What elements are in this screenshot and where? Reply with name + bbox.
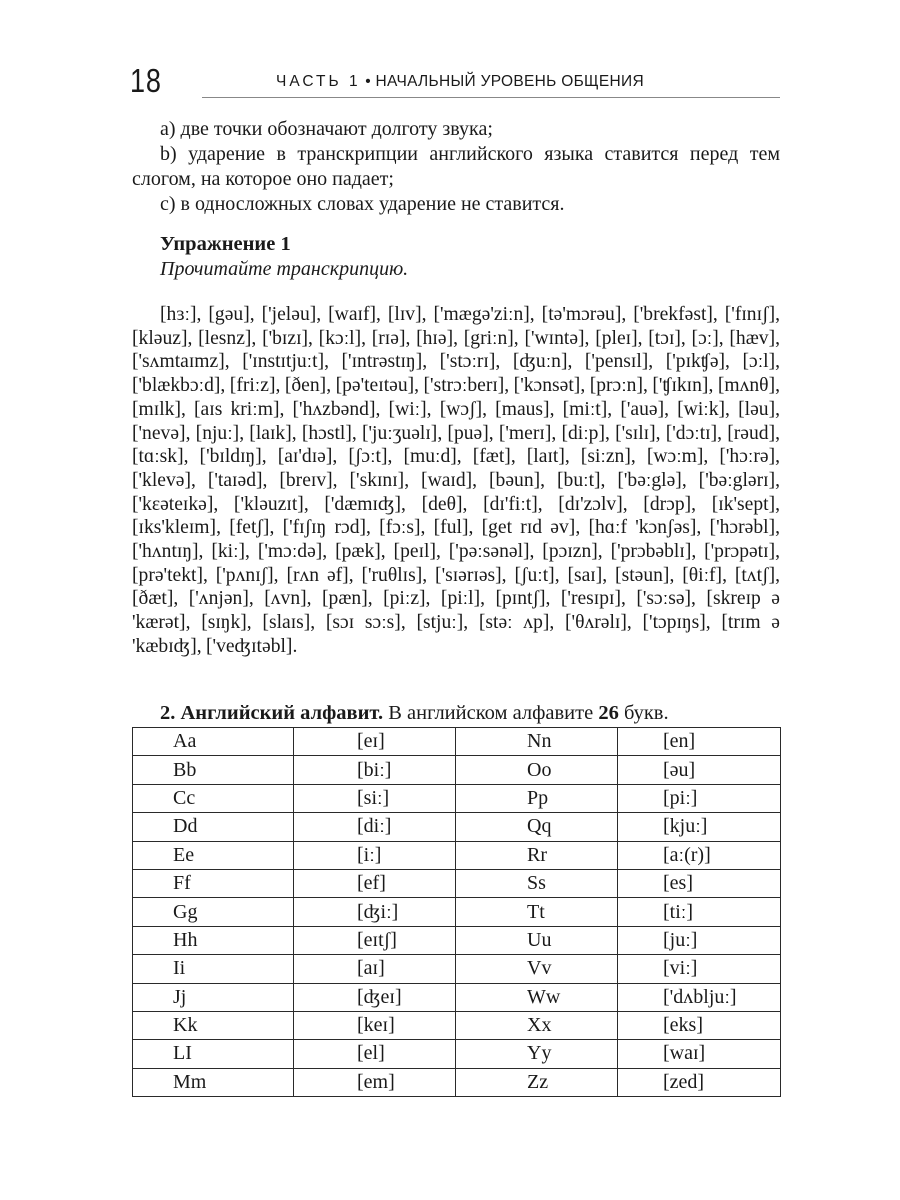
transcription-cell: [em] [294, 1068, 456, 1096]
letter-cell: Ii [133, 955, 294, 983]
table-row [133, 813, 781, 841]
letter-cell: Kk [133, 1011, 294, 1039]
letter-cell: Jj [133, 983, 294, 1011]
section-heading [160, 702, 669, 725]
bullet-separator: • [365, 73, 371, 90]
transcription-cell: [eɪ] [294, 728, 456, 756]
section-title: НАЧАЛЬНЫЙ УРОВЕНЬ ОБЩЕНИЯ [375, 73, 644, 90]
table-row [133, 869, 781, 897]
letter-cell: Qq [456, 813, 618, 841]
transcription-cell: [el] [294, 1040, 456, 1068]
transcription-cell: [əu] [618, 756, 781, 784]
letter-cell: Bb [133, 756, 294, 784]
table-row [133, 983, 781, 1011]
section-text-after: букв. [623, 702, 669, 724]
running-head [276, 73, 644, 91]
exercise-instruction: Прочитайте транскрипцию. [160, 258, 409, 280]
table-row [133, 756, 781, 784]
table-row [133, 728, 781, 756]
letter-cell: Zz [456, 1068, 618, 1096]
transcription-cell: [en] [618, 728, 781, 756]
letter-cell: Nn [456, 728, 618, 756]
transcription-cell: [siː] [294, 784, 456, 812]
letter-cell: Vv [456, 955, 618, 983]
transcription-block [132, 303, 780, 659]
letter-cell: Dd [133, 813, 294, 841]
letter-cell: Rr [456, 841, 618, 869]
letter-cell: Pp [456, 784, 618, 812]
transcription-cell: [iː] [294, 841, 456, 869]
transcription-text: [hɜː], [gəu], ['jeləu], [waɪf], [lɪv], ['mægə'ziːn], [tə'mɔrəu], ['brekfəst], ['fɪnɪʃ], [kləuz], [lesnz], ['bɪzɪ], [kɔːl], [rɪə], [hɪə], [griːn], ['wɪntə], [pleɪ], [tɔɪ], [ɔː], [hæv], ['sʌmtaɪmz], ['ɪnstɪtjuːt], ['ɪntrəstɪŋ], ['stɔːrɪ], [ʤuːn], ['pensɪl], ['pɪkʧə], [ɔːl], ['blækbɔːd], [friːz], [ðen], [pə'teɪtəu], ['strɔːberɪ], ['kɔnsət], [prɔːn], ['ʧɪkɪn], [mʌnθ], [mɪlk], [aɪs kriːm], ['hʌzbənd], [wiː], [wɔʃ], [maus], [miːt], ['auə], [wiːk], [ləu], ['nevə], [njuː], [laɪk], [hɔstl], ['juːʒuəlɪ], [puə], ['merɪ], [diːp], ['sɪlɪ], ['dɔːtɪ], [rəud], [tɑːsk], ['bɪldɪŋ], [aɪ'dɪə], [ʃɔːt], [muːd], [fæt], [laɪt], [siːzn], [wɔːm], ['hɔːrə], ['klevə], ['taɪəd], [breɪv], ['skɪnɪ], [waɪd], [bəun], [buːt], ['bəːglə], ['bəːglərɪ], ['kεəteɪkə], ['kləuzɪt], ['dæmɪʤ], [deθ], [dɪ'fiːt], [dɪ'zɔlv], [drɔp], [ɪk'sept], [ɪks'kleɪm], [fetʃ], ['fɪʃɪŋ rɔd], [fɔːs], [ful], [get rɪd əv], [hɑːf 'kɔnʃəs], ['hɔrəbl], ['hʌntɪŋ], [kiː], ['mɔːdə], [pæk], [peɪl], ['pəːsənəl], [pɔɪzn], ['prɔbəblɪ], ['prɔpətɪ], [prə'tekt], ['pʌnɪʃ], [rʌn əf], ['ruθlɪs], ['sɪərɪəs], [ʃuːt], [saɪ], [stəun], [θiːf], [tʌtʃ], [ðæt], ['ʌnjən], [ʌvn], [pæn], [piːz], [piːl], [pɪntʃ], ['resɪpɪ], ['sɔːsə], [skreɪp ə 'kærət], [sɪŋk], [slaɪs], [sɔɪ sɔːs], [stjuː], [stəː ʌp], ['θʌrəlɪ], ['tɔpɪŋs], [trɪm ə 'kæbɪʤ], ['veʤɪtəbl]. [132, 304, 780, 657]
table-row [133, 841, 781, 869]
letter-cell: Ff [133, 869, 294, 897]
transcription-cell: [tiː] [618, 898, 781, 926]
letter-cell: Ss [456, 869, 618, 897]
letter-cell: Ww [456, 983, 618, 1011]
letter-cell: LI [133, 1040, 294, 1068]
note-item: b) ударение в транскрипции английского языка ставится перед тем слогом, на которое оно падает; [132, 143, 780, 190]
table-row [133, 1068, 781, 1096]
table-row [133, 1011, 781, 1039]
exercise-title: Упражнение 1 [160, 233, 291, 255]
section-title-bold: 2. Английский алфавит. [160, 702, 384, 724]
transcription-cell: [ʤiː] [294, 898, 456, 926]
transcription-cell: [biː] [294, 756, 456, 784]
transcription-cell: [ʤeɪ] [294, 983, 456, 1011]
page-number: 18 [130, 62, 162, 99]
letter-cell: Cc [133, 784, 294, 812]
transcription-cell: [eks] [618, 1011, 781, 1039]
transcription-cell: [eɪtʃ] [294, 926, 456, 954]
table-row [133, 898, 781, 926]
transcription-cell: ['dʌbljuː] [618, 983, 781, 1011]
table-row [133, 784, 781, 812]
letter-cell: Yy [456, 1040, 618, 1068]
transcription-cell: [keɪ] [294, 1011, 456, 1039]
letter-cell: Ee [133, 841, 294, 869]
table-row [133, 1040, 781, 1068]
transcription-cell: [kjuː] [618, 813, 781, 841]
transcription-cell: [diː] [294, 813, 456, 841]
page-header [130, 60, 780, 106]
transcription-cell: [es] [618, 869, 781, 897]
section-text-before: В английском алфавите [388, 702, 594, 724]
transcription-cell: [juː] [618, 926, 781, 954]
transcription-cell: [viː] [618, 955, 781, 983]
transcription-cell: [aː(r)] [618, 841, 781, 869]
header-rule [202, 97, 780, 98]
transcription-cell: [zed] [618, 1068, 781, 1096]
letter-cell: Uu [456, 926, 618, 954]
transcription-cell: [waɪ] [618, 1040, 781, 1068]
letter-cell: Tt [456, 898, 618, 926]
transcription-cell: [ef] [294, 869, 456, 897]
letter-cell: Gg [133, 898, 294, 926]
letter-cell: Mm [133, 1068, 294, 1096]
letter-count: 26 [598, 702, 619, 724]
table-row [133, 926, 781, 954]
note-item: а) две точки обозначают долготу звука; [160, 118, 493, 140]
notes-list [132, 117, 780, 217]
part-label: ЧАСТЬ 1 [276, 73, 361, 90]
note-item: с) в односложных словах ударение не ставится. [160, 193, 565, 215]
transcription-cell: [piː] [618, 784, 781, 812]
table-row [133, 955, 781, 983]
letter-cell: Aa [133, 728, 294, 756]
alphabet-table [132, 727, 781, 1097]
transcription-cell: [aɪ] [294, 955, 456, 983]
letter-cell: Oo [456, 756, 618, 784]
letter-cell: Hh [133, 926, 294, 954]
letter-cell: Xx [456, 1011, 618, 1039]
